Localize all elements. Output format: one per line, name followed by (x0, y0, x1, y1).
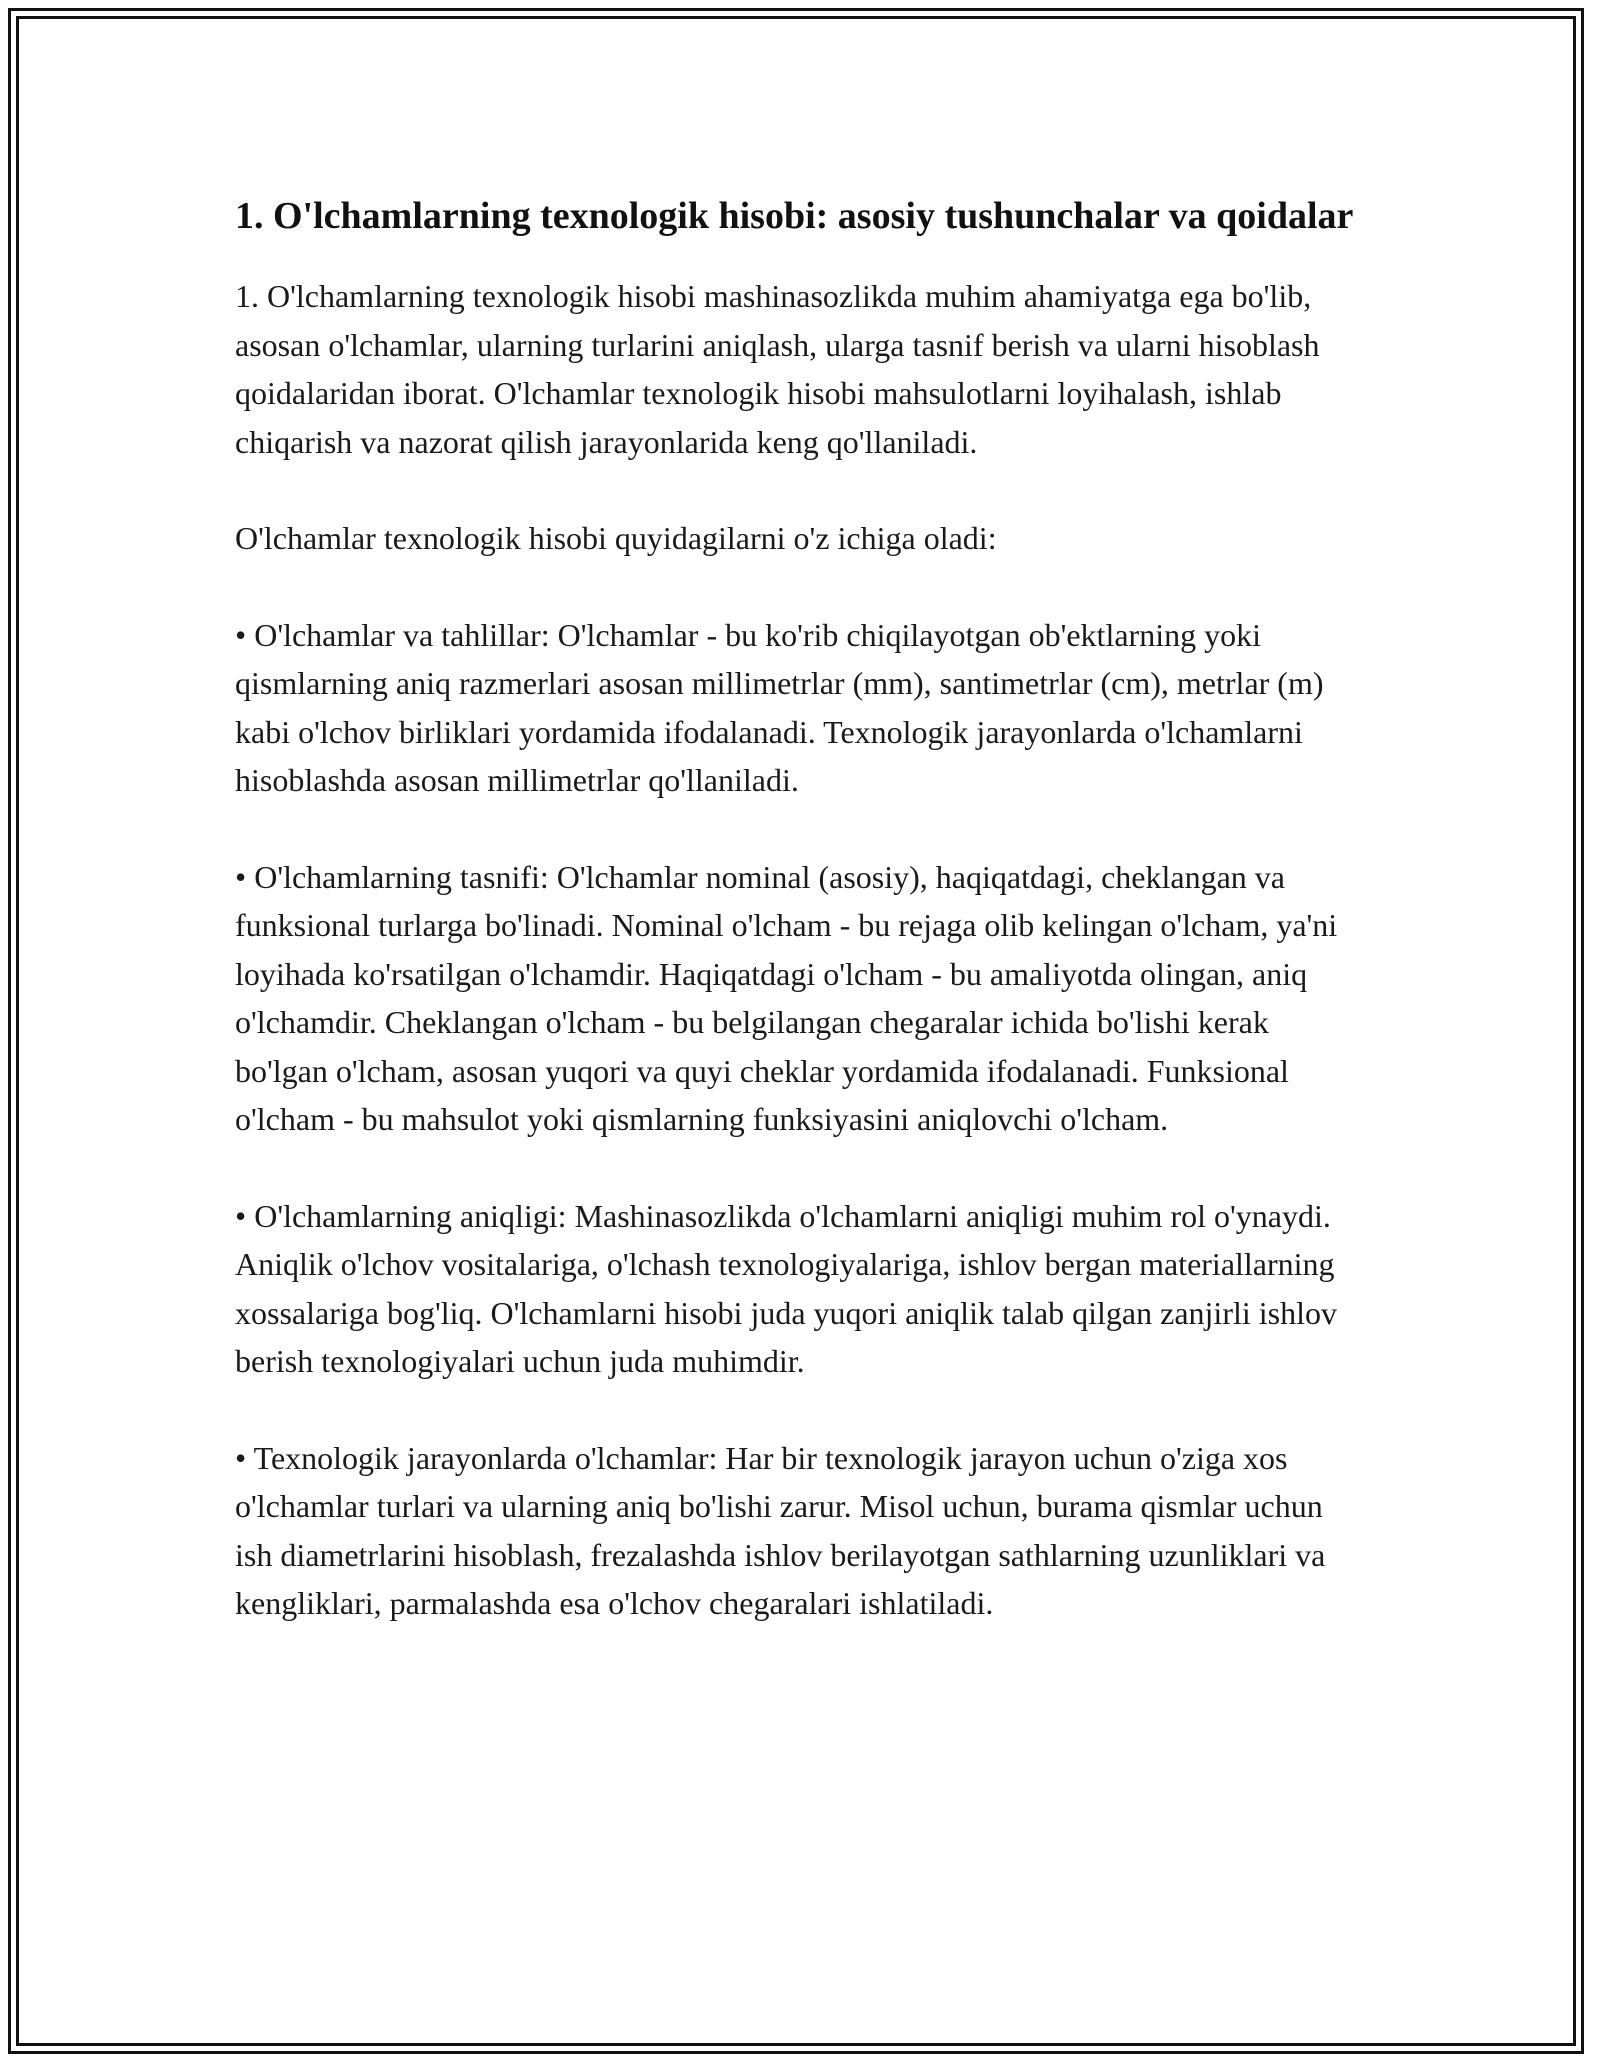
paragraph-bullet-measurements: • O'lchamlar va tahlillar: O'lchamlar - bu ko'rib chiqilayotgan ob'ektlarning yoki qismlarning aniq razmerlari asosan millimetrlar (mm), santimetrlar (cm), metrlar (m) kabi o'lchov birliklari yordamida ifodalanadi. Texnologik jarayonlarda o'lchamlarni hisoblashda asosan millimetrlar qo'llaniladi. (235, 616, 1324, 798)
paragraph-bullet-classification: • O'lchamlarning tasnifi: O'lchamlar nominal (asosiy), haqiqatdagi, cheklangan va funksional turlarga bo'linadi. Nominal o'lcham - bu rejaga olib kelingan o'lcham, ya'ni loyihada ko'rsatilgan o'lchamdir. Haqiqatdagi o'lcham - bu amaliyotda olingan, aniq o'lchamdir. Cheklangan o'lcham - bu belgilangan chegaralar ichida bo'lishi kerak bo'lgan o'lcham, asosan yuqori va quyi cheklar yordamida ifodalanadi. Funksional o'lcham - bu mahsulot yoki qismlarning funksiyasini aniqlovchi o'lcham. (235, 858, 1338, 1137)
document-body (235, 188, 1365, 1676)
paragraph-list-lead: O'lchamlar texnologik hisobi quyidagilarni o'z ichiga oladi: (235, 520, 997, 556)
paragraph-bullet-accuracy: • O'lchamlarning aniqligi: Mashinasozlikda o'lchamlarni aniqligi muhim rol o'ynaydi. Aniqlik o'lchov vositalariga, o'lchash texnologiyalariga, ishlov bergan materiallarning xossalariga bog'liq. O'lchamlarni hisobi juda yuqori aniqlik talab qilgan zanjirli ishlov berish texnologiyalari uchun juda muhimdir. (235, 1197, 1337, 1379)
paragraph-bullet-processes: • Texnologik jarayonlarda o'lchamlar: Har bir texnologik jarayon uchun o'ziga xos o'lchamlar turlari va ularning aniq bo'lishi zarur. Misol uchun, burama qismlar uchun ish diametrlarini hisoblash, frezalashda ishlov berilayotgan sathlarning uzunliklari va kengliklari, parmalashda esa o'lchov chegaralari ishlatiladi. (235, 1439, 1326, 1621)
paragraph-intro: 1. O'lchamlarning texnologik hisobi mashinasozlikda muhim ahamiyatga ega bo'lib, asosan o'lchamlar, ularning turlarini aniqlash, ularga tasnif berish va ularni hisoblash qoidalaridan iborat. O'lchamlar texnologik hisobi mahsulotlarni loyihalash, ishlab chiqarish va nazorat qilish jarayonlarida keng qo'llaniladi. (235, 278, 1320, 460)
section-heading: 1. O'lchamlarning texnologik hisobi: asosiy tushunchalar va qoidalar (235, 195, 1354, 237)
